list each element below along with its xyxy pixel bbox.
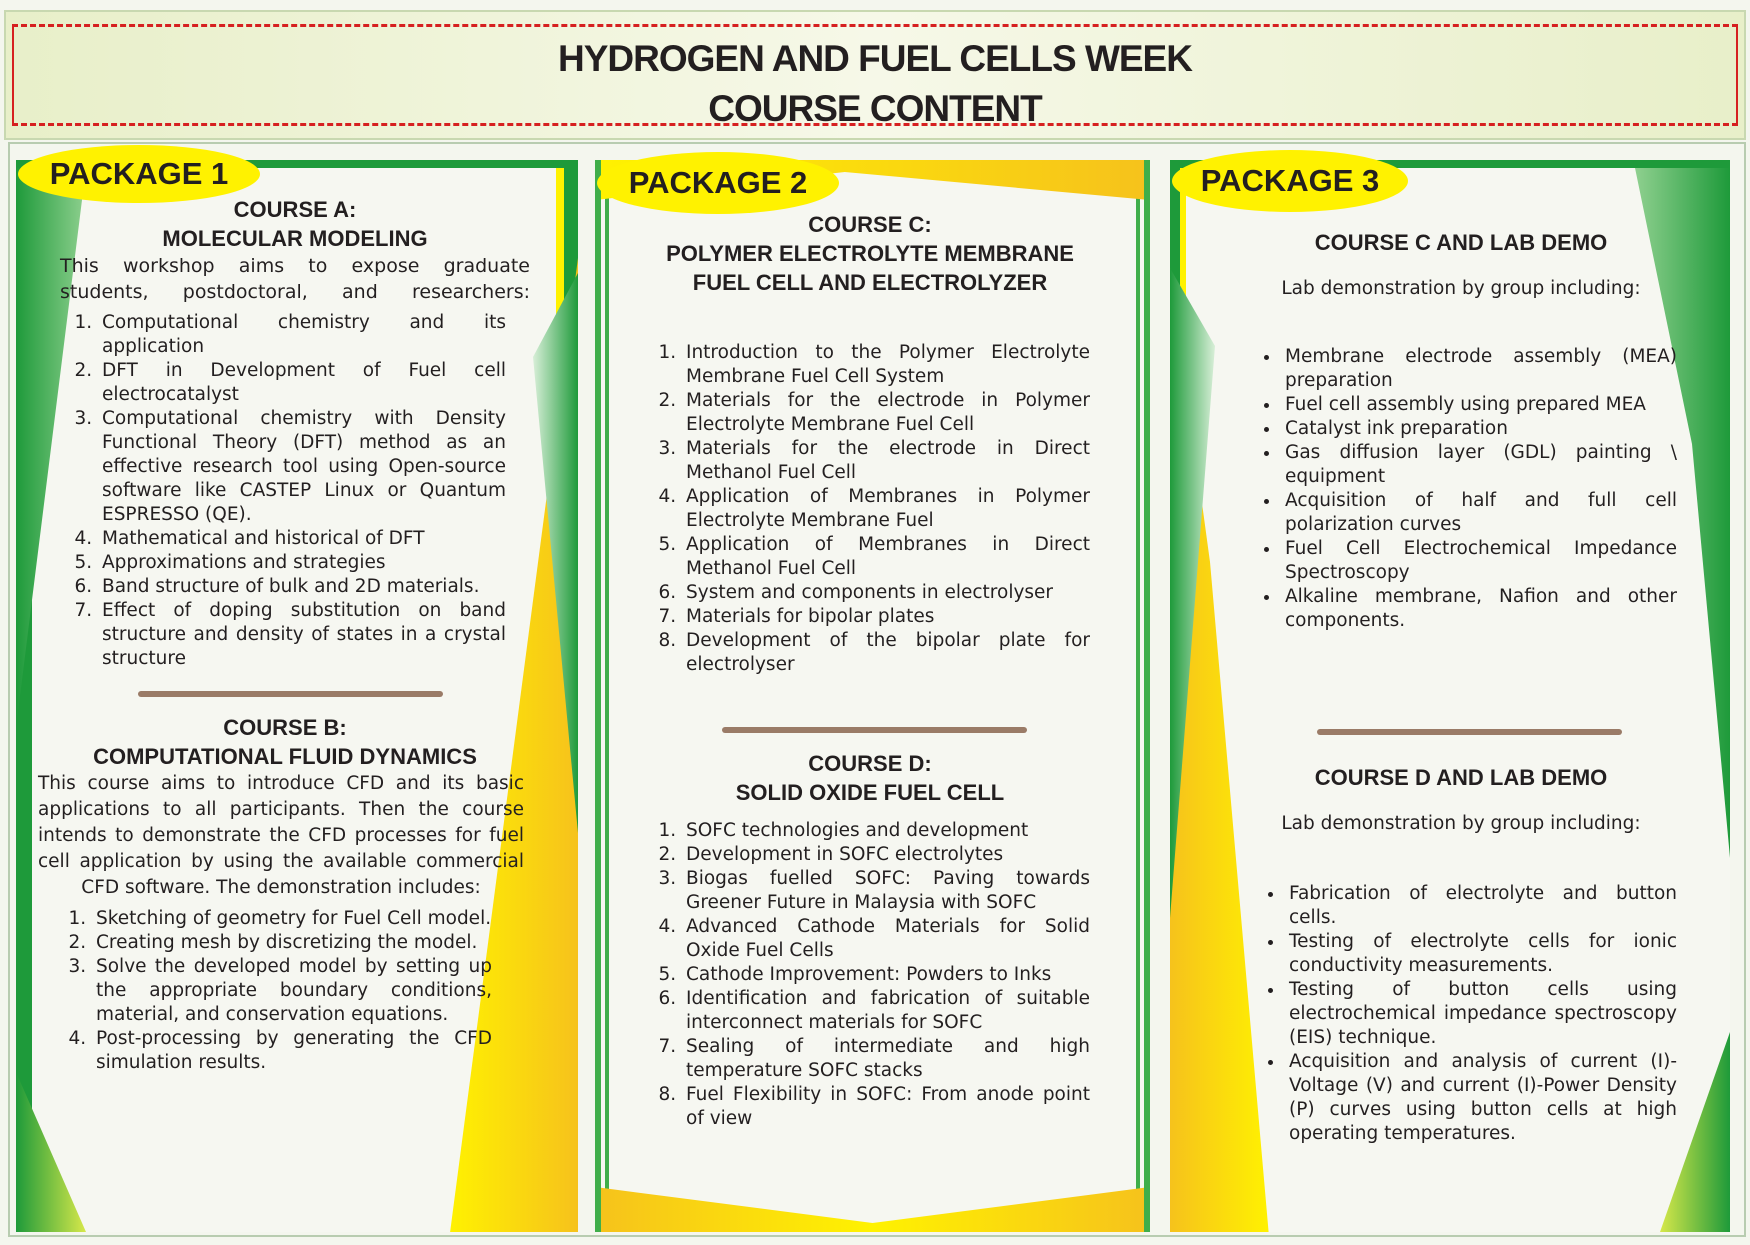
list-item: • Testing of button cells using electrochemical impedance spectroscopy (EIS) technique.	[1285, 978, 1677, 1050]
package-1-badge: PACKAGE 1	[18, 145, 260, 203]
list-item: 7. Materials for bipolar plates	[682, 605, 1090, 629]
list-item: 2. Materials for the electrode in Polymer Electrolyte Membrane Fuel Cell	[682, 389, 1090, 437]
list-item: 6. System and components in electrolyser	[682, 581, 1090, 605]
course-d-lab-items	[1245, 882, 1677, 1146]
list-item: • Fuel cell assembly using prepared MEA	[1281, 393, 1677, 417]
divider	[722, 727, 1027, 733]
list-item: 7. Effect of doping substitution on band structure and density of states in a crystal structure	[98, 599, 506, 671]
list-item: • Acquisition and analysis of current (I)-Voltage (V) and current (I)-Power Density (P) curves using button cells at high operating temperatures.	[1285, 1050, 1677, 1146]
list-item: 5. Cathode Improvement: Powders to Inks	[682, 963, 1090, 987]
list-item: 8. Fuel Flexibility in SOFC: From anode point of view	[682, 1083, 1090, 1131]
list-item: 4. Post-processing by generating the CFD simulation results.	[92, 1027, 492, 1075]
course-c-title: COURSE C: POLYMER ELECTROLYTE MEMBRANE FUEL CELL AND ELECTROLYZER	[666, 212, 1074, 295]
course-c-lab-intro: Lab demonstration by group including:	[1281, 278, 1641, 299]
list-item: 2. Creating mesh by discretizing the model.	[92, 931, 492, 955]
list-item: 2. DFT in Development of Fuel cell electrocatalyst	[98, 359, 506, 407]
list-item: 5. Application of Membranes in Direct Methanol Fuel Cell	[682, 533, 1090, 581]
package-1-content	[38, 195, 530, 1075]
list-item: • Testing of electrolyte cells for ionic conductivity measurements.	[1285, 930, 1677, 978]
banner-border	[12, 24, 1738, 126]
list-item: • Alkaline membrane, Nafion and other components.	[1281, 585, 1677, 633]
package-2-badge: PACKAGE 2	[597, 152, 839, 214]
course-b-topics	[60, 907, 492, 1075]
course-b-intro: This course aims to introduce CFD and its basic applications to all participants. Then the course intends to demonstrate the CFD processes for fuel cell application by using the available commercial CFD software. The demonstration includes:	[38, 773, 524, 898]
list-item: 4. Application of Membranes in Polymer Electrolyte Membrane Fuel	[682, 485, 1090, 533]
list-item: 1. Introduction to the Polymer Electrolyte Membrane Fuel Cell System	[682, 341, 1090, 389]
list-item: 3. Materials for the electrode in Direct Methanol Fuel Cell	[682, 437, 1090, 485]
list-item: 6. Identification and fabrication of suitable interconnect materials for SOFC	[682, 987, 1090, 1035]
title-line-1: HYDROGEN AND FUEL CELLS WEEK	[558, 38, 1192, 79]
course-c-topics	[650, 341, 1090, 677]
list-item: 6. Band structure of bulk and 2D materials.	[98, 575, 506, 599]
course-c-lab-items	[1245, 345, 1677, 633]
divider	[1317, 729, 1622, 735]
package-3-content	[1245, 228, 1677, 1146]
course-a-intro: This workshop aims to expose graduate students, postdoctoral, and researchers:	[60, 255, 530, 303]
list-item: • Fabrication of electrolyte and button cells.	[1285, 882, 1677, 930]
list-item: • Membrane electrode assembly (MEA) preparation	[1281, 345, 1677, 393]
course-d-title: COURSE D: SOLID OXIDE FUEL CELL	[735, 751, 1005, 805]
package-2-content	[650, 210, 1090, 1131]
list-item: • Gas diffusion layer (GDL) painting \ equipment	[1281, 441, 1677, 489]
divider	[138, 691, 443, 697]
title-banner	[4, 10, 1746, 140]
list-item: 1. Computational chemistry and its application	[98, 311, 506, 359]
list-item: 2. Development in SOFC electrolytes	[682, 843, 1090, 867]
package-3-badge: PACKAGE 3	[1172, 150, 1408, 212]
course-c-lab-title: COURSE C AND LAB DEMO	[1314, 230, 1608, 255]
list-item: • Fuel Cell Electrochemical Impedance Spectroscopy	[1281, 537, 1677, 585]
list-item: 4. Mathematical and historical of DFT	[98, 527, 506, 551]
list-item: 5. Approximations and strategies	[98, 551, 506, 575]
list-item: 8. Development of the bipolar plate for electrolyser	[682, 629, 1090, 677]
list-item: 3. Biogas fuelled SOFC: Paving towards Greener Future in Malaysia with SOFC	[682, 867, 1090, 915]
title-line-2: COURSE CONTENT	[708, 88, 1042, 129]
course-a-topics	[66, 311, 506, 671]
list-item: 3. Solve the developed model by setting up the appropriate boundary conditions, material, and conservation equations.	[92, 955, 492, 1027]
list-item: 4. Advanced Cathode Materials for Solid Oxide Fuel Cells	[682, 915, 1090, 963]
course-b-title: COURSE B: COMPUTATIONAL FLUID DYNAMICS	[93, 715, 477, 769]
list-item: 1. Sketching of geometry for Fuel Cell model.	[92, 907, 492, 931]
list-item: 3. Computational chemistry with Density Functional Theory (DFT) method as an effective research tool using Open-source software like CASTEP Linux or Quantum ESPRESSO (QE).	[98, 407, 506, 527]
list-item: • Catalyst ink preparation	[1281, 417, 1677, 441]
list-item: • Acquisition of half and full cell polarization curves	[1281, 489, 1677, 537]
course-d-lab-intro: Lab demonstration by group including:	[1281, 813, 1641, 834]
course-d-lab-title: COURSE D AND LAB DEMO	[1314, 765, 1608, 790]
list-item: 1. SOFC technologies and development	[682, 819, 1090, 843]
course-a-title: COURSE A: MOLECULAR MODELING	[162, 197, 428, 251]
list-item: 7. Sealing of intermediate and high temperature SOFC stacks	[682, 1035, 1090, 1083]
course-d-topics	[650, 819, 1090, 1131]
